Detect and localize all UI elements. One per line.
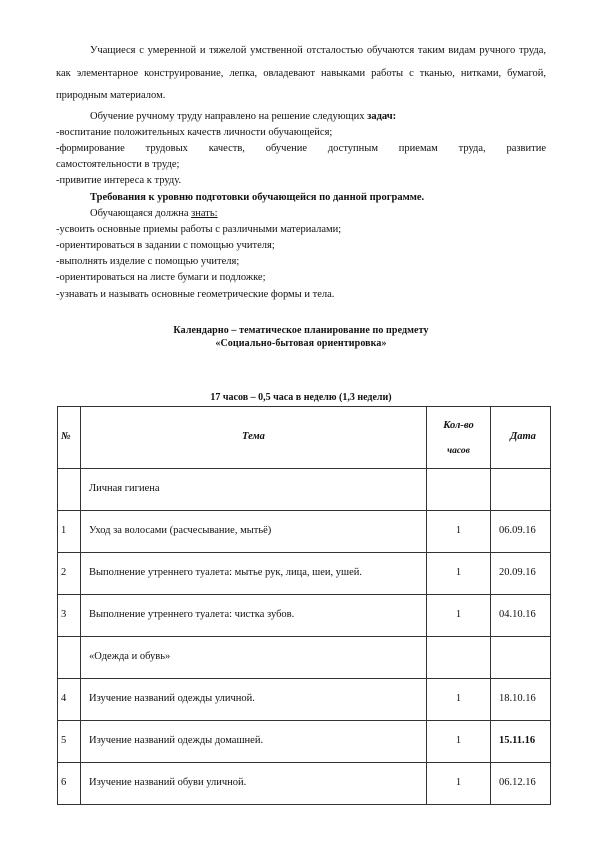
header-count	[427, 407, 491, 469]
plan-title-line2: «Социально-бытовая ориентировка»	[215, 338, 387, 350]
row-count: 1	[427, 553, 491, 595]
row-date: 20.09.16	[491, 553, 551, 595]
row-topic: Выполнение утреннего туалета: чистка зубов.	[81, 595, 427, 637]
row-topic: Изучение названий обуви уличной.	[81, 763, 427, 805]
hours-summary: 17 часов – 0,5 часа в неделю (1,3 недели)	[210, 391, 392, 403]
section-num-cell	[58, 469, 81, 511]
section-date-cell	[491, 637, 551, 679]
know-item: -выполнять изделие с помощью учителя;	[56, 256, 240, 268]
row-num: 4	[58, 679, 81, 721]
table-row	[58, 721, 551, 763]
task-item: -формирование трудовых качеств, обучение доступным приемам труда, развитие	[56, 143, 546, 155]
row-num: 2	[58, 553, 81, 595]
know-word: знать:	[191, 207, 218, 219]
task-item: -привитие интереса к труду.	[56, 175, 182, 187]
table-row	[58, 763, 551, 805]
know-item: -усвоить основные приемы работы с различными материалами;	[56, 223, 342, 235]
row-count: 1	[427, 511, 491, 553]
row-date: 04.10.16	[491, 595, 551, 637]
tasks-prefix: Обучение ручному труду направлено на решение следующих	[90, 110, 368, 122]
row-num: 6	[58, 763, 81, 805]
row-date: 06.12.16	[491, 763, 551, 805]
header-topic: Тема	[81, 407, 427, 469]
tasks-heading	[56, 110, 546, 124]
table-header-row	[58, 407, 551, 469]
row-topic: Уход за волосами (расчесывание, мытьё)	[81, 511, 427, 553]
intro-paragraph: Учащиеся с умеренной и тяжелой умственной отсталостью обучаются таким видам ручного труда, как элементарное конструирование, лепка, овладевают навыками работы с тканью, нитками, бумагой, природным материалом.	[56, 45, 546, 102]
header-count-line2: часов	[447, 445, 470, 456]
row-count: 1	[427, 763, 491, 805]
row-count: 1	[427, 721, 491, 763]
section-count-cell	[427, 637, 491, 679]
requirements-title-text: Требования к уровню подготовки обучающейся по данной программе.	[90, 191, 425, 203]
table-row	[58, 595, 551, 637]
row-topic: Изучение названий одежды домашней.	[81, 721, 427, 763]
tasks-word: задач:	[367, 110, 397, 122]
row-count: 1	[427, 679, 491, 721]
row-topic: Изучение названий одежды уличной.	[81, 679, 427, 721]
document-page	[56, 40, 546, 404]
know-item: -ориентироваться на листе бумаги и подложке;	[56, 272, 266, 284]
know-item: -ориентироваться в задании с помощью учителя;	[56, 240, 275, 252]
section-row	[58, 637, 551, 679]
know-item: -узнавать и называть основные геометрические формы и тела.	[56, 288, 335, 300]
know-heading	[56, 207, 546, 221]
table-row	[58, 553, 551, 595]
know-prefix: Обучающаяся должна	[90, 207, 192, 219]
section-count-cell	[427, 469, 491, 511]
table-row	[58, 679, 551, 721]
row-num: 5	[58, 721, 81, 763]
requirements-title	[56, 191, 546, 205]
row-date: 06.09.16	[491, 511, 551, 553]
table-row	[58, 511, 551, 553]
section-row	[58, 469, 551, 511]
plan-title	[56, 324, 546, 351]
header-count-line1: Кол-во	[443, 419, 474, 431]
plan-title-line1: Календарно – тематическое планирование по предмету	[173, 324, 429, 336]
task-item: самостоятельности в труде;	[56, 159, 180, 171]
row-count: 1	[427, 595, 491, 637]
row-date: 18.10.16	[491, 679, 551, 721]
section-title: Личная гигиена	[81, 469, 427, 511]
plan-table	[57, 406, 551, 805]
row-date: 15.11.16	[491, 721, 551, 763]
row-num: 1	[58, 511, 81, 553]
section-num-cell	[58, 637, 81, 679]
section-title: «Одежда и обувь»	[81, 637, 427, 679]
row-num: 3	[58, 595, 81, 637]
row-topic: Выполнение утреннего туалета: мытье рук, лица, шеи, ушей.	[81, 553, 427, 595]
task-item: -воспитание положительных качеств личности обучающейся;	[56, 126, 333, 138]
header-num: №	[58, 407, 81, 469]
header-date: Дата	[491, 407, 551, 469]
section-date-cell	[491, 469, 551, 511]
